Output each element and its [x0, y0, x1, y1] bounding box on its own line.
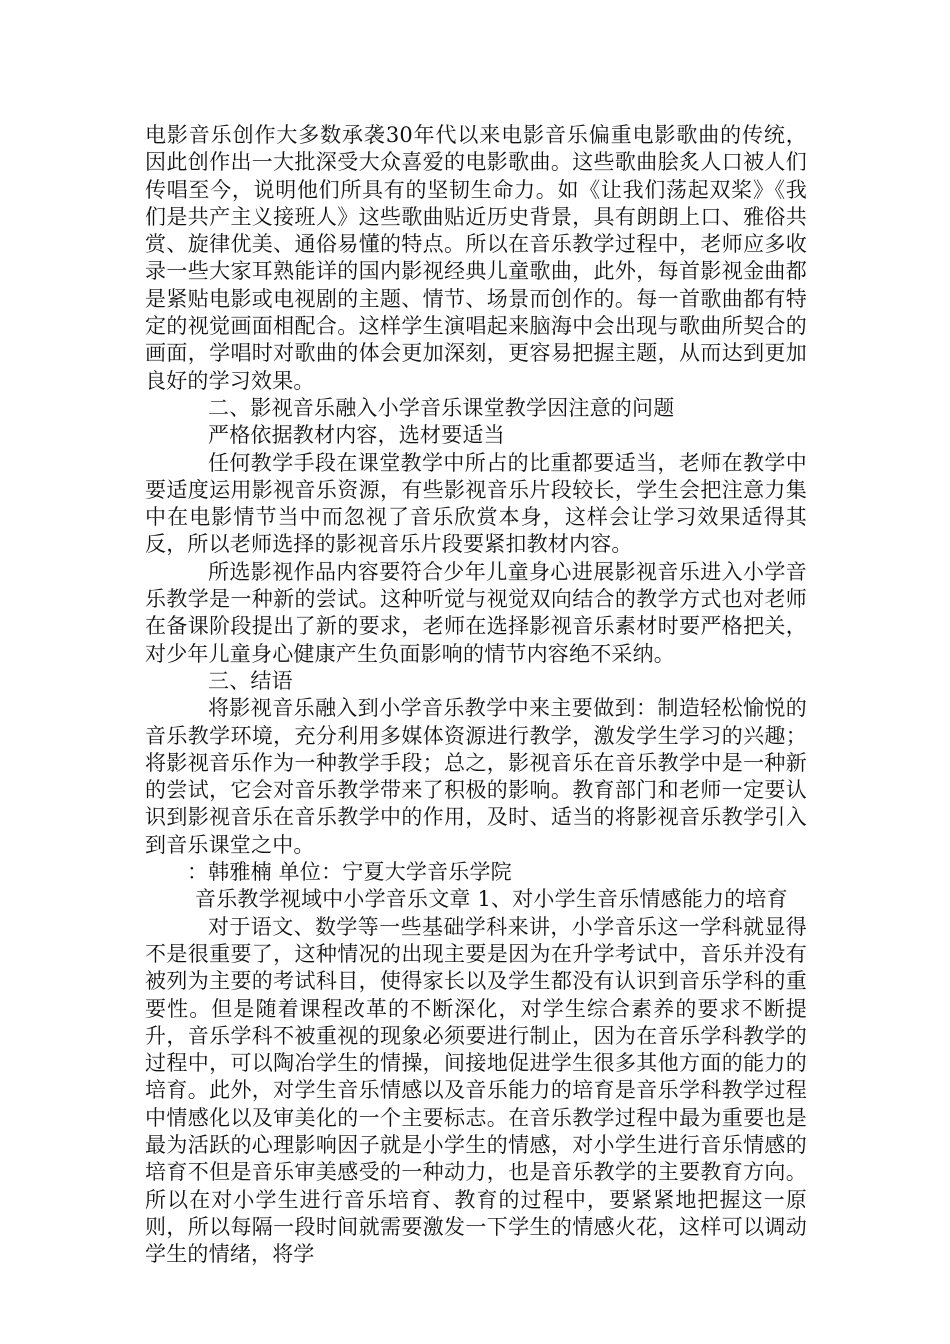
article-title: 音乐教学视域中小学音乐文章 1、对小学生音乐情感能力的培育 [195, 887, 788, 912]
paragraph-teaching-proportion: 任何教学手段在课堂教学中所占的比重都要适当，老师在教学中要适度运用影视音乐资源，有些影视音乐片段较长，学生会把注意力集中在电影情节当中而忽视了音乐欣赏本身，这样会让学习效果适得其反，所以老师选择的影视音乐片段要紧扣教材内容。 [145, 450, 807, 557]
paragraph-content-selection: 所选影视作品内容要符合少年儿童身心进展影视音乐进入小学音乐教学是一种新的尝试。这种听觉与视觉双向结合的教学方式也对老师在备课阶段提出了新的要求，老师在选择影视音乐素材时要严格把关，对少年儿童身心健康产生负面影响的情节内容绝不采纳。 [145, 559, 807, 666]
document-page [145, 122, 807, 1268]
section-heading-2: 二、影视音乐融入小学音乐课堂教学因注意的问题 [208, 395, 675, 420]
subheading-material: 严格依据教材内容，选材要适当 [208, 423, 505, 448]
paragraph-conclusion: 将影视音乐融入到小学音乐教学中来主要做到：制造轻松愉悦的音乐教学环境，充分利用多媒体资源进行教学，激发学生学习的兴趣；将影视音乐作为一种教学手段；总之，影视音乐在音乐教学中是一种新的尝试，它会对音乐教学带来了积极的影响。教育部门和老师一定要认识到影视音乐在音乐教学中的作用，及时、适当的将影视音乐教学引入到音乐课堂之中。 [145, 696, 807, 857]
author-line: ：韩雅楠 单位：宁夏大学音乐学院 [187, 860, 512, 885]
paragraph-film-music-history: 电影音乐创作大多数承袭30年代以来电影音乐偏重电影歌曲的传统，因此创作出一大批深受大众喜爱的电影歌曲。这些歌曲脍炙人口被人们传唱至今，说明他们所具有的坚韧生命力。如《让我们荡起双桨》《我们是共产主义接班人》这些歌曲贴近历史背景，具有朗朗上口、雅俗共赏、旋律优美、通俗易懂的特点。所以在音乐教学过程中，老师应多收录一些大家耳熟能详的国内影视经典儿童歌曲，此外，每首影视金曲都是紧贴电影或电视剧的主题、情节、场景而创作的。每一首歌曲都有特定的视觉画面相配合。这样学生演唱起来脑海中会出现与歌曲所契合的画面，学唱时对歌曲的体会更加深刻，更容易把握主题，从而达到更加良好的学习效果。 [145, 123, 807, 393]
paragraph-emotional-ability: 对于语文、数学等一些基础学科来讲，小学音乐这一学科就显得不是很重要了，这种情况的出现主要是因为在升学考试中，音乐并没有被列为主要的考试科目，使得家长以及学生都没有认识到音乐学科的重要性。但是随着课程改革的不断深化，对学生综合素养的要求不断提升，音乐学科不被重视的现象必须要进行制止，因为在音乐学科教学的过程中，可以陶冶学生的情操，间接地促进学生很多其他方面的能力的培育。此外，对学生音乐情感以及音乐能力的培育是音乐学科教学过程中情感化以及审美化的一个主要标志。在音乐教学过程中最为重要也是最为活跃的心理影响因子就是小学生的情感，对小学生进行音乐情感的培育不但是音乐审美感受的一种动力，也是音乐教学的主要教育方向。所以在对小学生进行音乐培育、教育的过程中，要紧紧地把握这一原则，所以每隔一段时间就需要激发一下学生的情感火花，这样可以调动学生的情绪，将学 [145, 914, 807, 1267]
section-heading-3: 三、结语 [208, 668, 293, 693]
